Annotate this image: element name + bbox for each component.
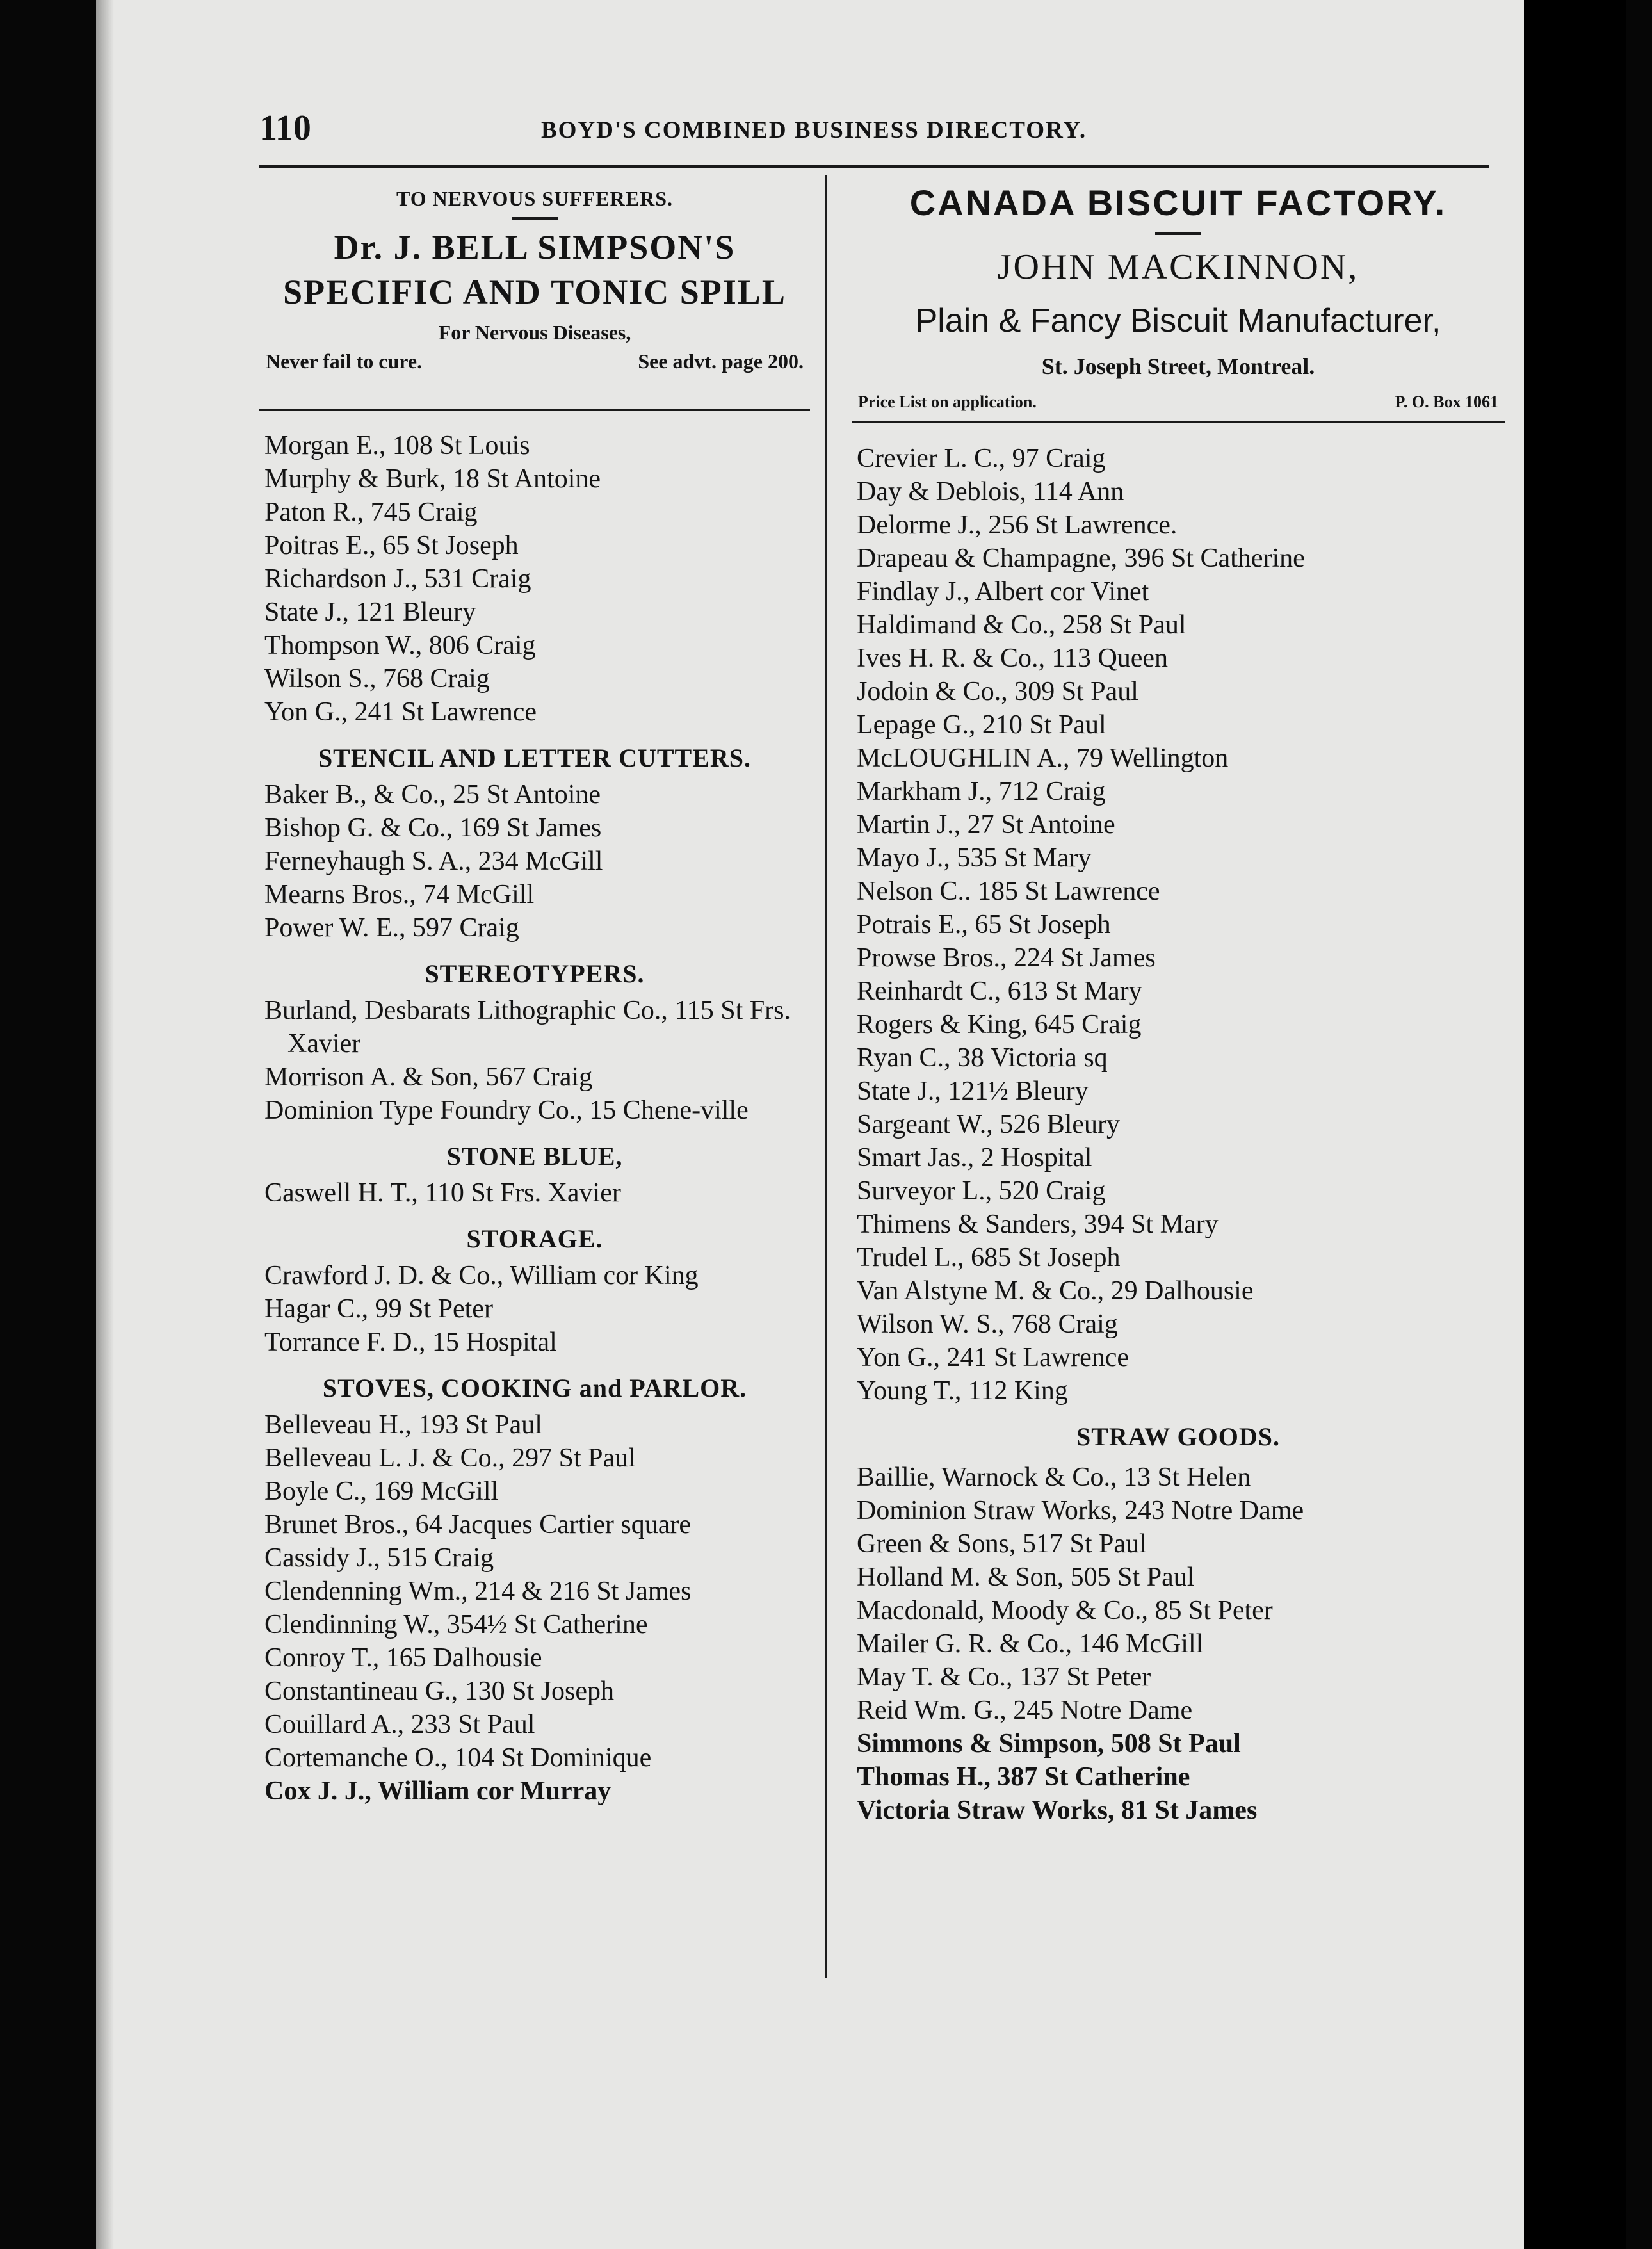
directory-entry: Yon G., 241 St Lawrence (264, 697, 537, 727)
ad-short-rule (1155, 232, 1201, 235)
ad-po-box: P. O. Box 1061 (1395, 393, 1498, 411)
directory-entry: Cortemanche O., 104 St Dominique (264, 1743, 652, 1773)
scan-border-right (1626, 0, 1652, 2249)
directory-entry: Bishop G. & Co., 169 St James (264, 813, 602, 843)
directory-entry: Crevier L. C., 97 Craig (857, 444, 1106, 473)
directory-entry: Trudel L., 685 St Joseph (857, 1243, 1121, 1272)
entry-list (259, 1259, 810, 1359)
directory-entry: Findlay J., Albert cor Vinet (857, 577, 1149, 606)
directory-entry: Reinhardt C., 613 St Mary (857, 977, 1142, 1006)
directory-entry: Belleveau H., 193 St Paul (264, 1410, 542, 1440)
directory-entry: Murphy & Burk, 18 St Antoine (264, 464, 601, 494)
left-listings (259, 429, 810, 1808)
ad-page-reference: See advt. page 200. (638, 350, 804, 373)
directory-entry: Thimens & Sanders, 394 St Mary (857, 1210, 1219, 1239)
directory-entry: Martin J., 27 St Antoine (857, 810, 1115, 840)
directory-entry: Potrais E., 65 St Joseph (857, 910, 1111, 939)
ad-kicker: TO NERVOUS SUFFERERS. (396, 187, 674, 210)
directory-entry: Mayo J., 535 St Mary (857, 843, 1092, 873)
ad-subtitle: For Nervous Diseases, (438, 321, 631, 344)
directory-entry: Crawford J. D. & Co., William cor King (264, 1261, 699, 1290)
directory-entry: Jodoin & Co., 309 St Paul (857, 677, 1138, 706)
directory-entry: May T. & Co., 137 St Peter (857, 1662, 1151, 1692)
header-rule (259, 165, 1489, 168)
section-heading: STONE BLUE, (446, 1142, 623, 1171)
directory-entry: Simmons & Simpson, 508 St Paul (857, 1729, 1241, 1758)
directory-entry: Holland M. & Son, 505 St Paul (857, 1563, 1195, 1592)
directory-entry: Dominion Type Foundry Co., 15 Chene-ville (264, 1096, 749, 1125)
directory-entry: Victoria Straw Works, 81 St James (857, 1796, 1258, 1825)
directory-entry: Thompson W., 806 Craig (264, 631, 536, 660)
entry-list (852, 1461, 1505, 1827)
entry-list (259, 1176, 810, 1210)
directory-entry: Paton R., 745 Craig (264, 498, 478, 527)
advertisement-simpson (259, 187, 810, 411)
entry-list (852, 442, 1505, 1408)
advertisement-biscuit-factory (852, 182, 1505, 423)
directory-entry: Delorme J., 256 St Lawrence. (857, 510, 1178, 540)
directory-page (96, 0, 1524, 2249)
directory-entry: Wilson S., 768 Craig (264, 664, 490, 694)
directory-entry: Mailer G. R. & Co., 146 McGill (857, 1629, 1204, 1659)
left-column (259, 173, 810, 1808)
directory-entry: Thomas H., 387 St Catherine (857, 1762, 1190, 1792)
directory-entry: Boyle C., 169 McGill (264, 1477, 499, 1506)
section-heading: STENCIL AND LETTER CUTTERS. (318, 743, 752, 772)
directory-entry: Day & Deblois, 114 Ann (857, 477, 1124, 507)
directory-entry: Nelson C.. 185 St Lawrence (857, 877, 1160, 906)
directory-entry: Power W. E., 597 Craig (264, 913, 519, 943)
directory-entry: Haldimand & Co., 258 St Paul (857, 610, 1186, 640)
entry-list (259, 429, 810, 729)
directory-entry: Richardson J., 531 Craig (264, 564, 531, 594)
ad-bottom-rule (259, 409, 810, 411)
directory-entry: Reid Wm. G., 245 Notre Dame (857, 1696, 1193, 1725)
directory-entry: Dominion Straw Works, 243 Notre Dame (857, 1496, 1304, 1525)
section-heading: STEREOTYPERS. (425, 959, 645, 988)
running-title: BOYD'S COMBINED BUSINESS DIRECTORY. (541, 117, 1087, 143)
directory-entry: Belleveau L. J. & Co., 297 St Paul (264, 1443, 636, 1473)
directory-entry: Burland, Desbarats Lithographic Co., 115 St Frs. Xavier (264, 996, 791, 1059)
directory-entry: Constantineau G., 130 St Joseph (264, 1677, 614, 1706)
ad-footer-row (259, 350, 810, 373)
directory-entry: Macdonald, Moody & Co., 85 St Peter (857, 1596, 1273, 1625)
directory-entry: Drapeau & Champagne, 396 St Catherine (857, 544, 1305, 573)
entry-list (259, 1408, 810, 1808)
directory-entry: Mearns Bros., 74 McGill (264, 880, 535, 909)
directory-entry: McLOUGHLIN A., 79 Wellington (857, 743, 1229, 773)
directory-entry: Caswell H. T., 110 St Frs. Xavier (264, 1178, 621, 1208)
section-heading: STOVES, COOKING and PARLOR. (322, 1374, 747, 1402)
directory-entry: Wilson W. S., 768 Craig (857, 1310, 1118, 1339)
directory-entry: Poitras E., 65 St Joseph (264, 531, 519, 560)
directory-entry: Couillard A., 233 St Paul (264, 1710, 535, 1739)
directory-entry: Smart Jas., 2 Hospital (857, 1143, 1092, 1173)
directory-entry: Green & Sons, 517 St Paul (857, 1529, 1147, 1559)
right-column (852, 173, 1505, 1827)
directory-entry: Conroy T., 165 Dalhousie (264, 1643, 542, 1673)
right-listings (852, 442, 1505, 1827)
directory-entry: Ives H. R. & Co., 113 Queen (857, 644, 1169, 673)
directory-entry: Morrison A. & Son, 567 Craig (264, 1062, 593, 1092)
directory-entry: Sargeant W., 526 Bleury (857, 1110, 1121, 1139)
entry-list (259, 778, 810, 945)
ad-title: CANADA BISCUIT FACTORY. (909, 183, 1447, 223)
ad-footer-row (852, 393, 1505, 412)
directory-entry: Yon G., 241 St Lawrence (857, 1343, 1130, 1372)
directory-entry: Cox J. J., William cor Murray (264, 1776, 611, 1806)
directory-entry: Ryan C., 38 Victoria sq (857, 1043, 1108, 1073)
directory-entry: Young T., 112 King (857, 1376, 1068, 1406)
ad-title-line-1: Dr. J. BELL SIMPSON'S (334, 228, 736, 266)
section-heading: STORAGE. (466, 1224, 603, 1253)
column-divider (825, 175, 827, 1978)
directory-entry: Van Alstyne M. & Co., 29 Dalhousie (857, 1276, 1254, 1306)
ad-title-line-2: SPECIFIC AND TONIC SPILL (283, 273, 786, 311)
ad-address: St. Joseph Street, Montreal. (1041, 353, 1315, 379)
directory-entry: Cassidy J., 515 Craig (264, 1543, 494, 1573)
directory-entry: Hagar C., 99 St Peter (264, 1294, 493, 1324)
directory-entry: Clendenning Wm., 214 & 216 St James (264, 1577, 692, 1606)
directory-entry: Brunet Bros., 64 Jacques Cartier square (264, 1510, 691, 1539)
directory-entry: Lepage G., 210 St Paul (857, 710, 1106, 740)
directory-entry: Morgan E., 108 St Louis (264, 431, 530, 460)
directory-entry: Baker B., & Co., 25 St Antoine (264, 780, 601, 809)
directory-entry: State J., 121 Bleury (264, 597, 476, 627)
directory-entry: Baillie, Warnock & Co., 13 St Helen (857, 1463, 1251, 1492)
ad-short-rule (512, 217, 558, 220)
ad-proprietor: JOHN MACKINNON, (997, 247, 1359, 287)
page-header (259, 108, 1489, 154)
page-number: 110 (259, 108, 311, 148)
page-gutter-shadow (96, 0, 114, 2249)
directory-entry: Ferneyhaugh S. A., 234 McGill (264, 847, 603, 876)
scan-border-left (0, 0, 96, 2249)
directory-entry: Rogers & King, 645 Craig (857, 1010, 1142, 1039)
directory-entry: Torrance F. D., 15 Hospital (264, 1327, 557, 1357)
ad-trade: Plain & Fancy Biscuit Manufacturer, (915, 302, 1441, 339)
directory-entry: Surveyor L., 520 Craig (857, 1176, 1106, 1206)
directory-entry: Prowse Bros., 224 St James (857, 943, 1156, 973)
ad-price-note: Price List on application. (858, 393, 1037, 411)
ad-claim: Never fail to cure. (266, 350, 423, 373)
section-heading: STRAW GOODS. (1076, 1422, 1280, 1451)
entry-list (259, 994, 810, 1127)
directory-entry: Clendinning W., 354½ St Catherine (264, 1610, 648, 1639)
directory-entry: Markham J., 712 Craig (857, 777, 1106, 806)
ad-bottom-rule (852, 421, 1505, 423)
directory-entry: State J., 121½ Bleury (857, 1076, 1089, 1106)
